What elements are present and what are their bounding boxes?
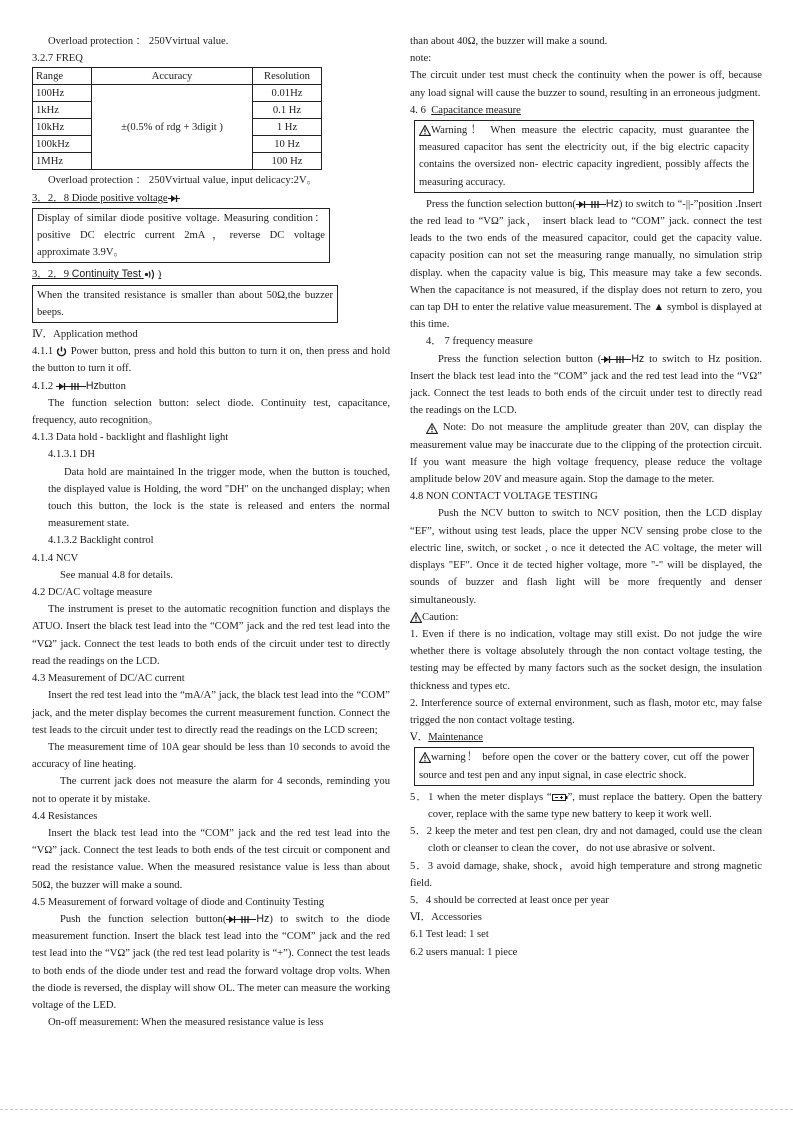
section-4-6-title [410, 102, 762, 119]
maintenance-item-1 [410, 789, 762, 823]
section-4-1-3-1-text: Data hold are maintained In the trigger mode, when the button is touched, the displayed value is Holding, the word "DH" on the unchanged display; when touch this button, the lock is the state is released and enters the normal measurement state. [48, 466, 390, 530]
section-4-7: 4． 7 frequency measure [426, 336, 533, 348]
warning-icon [426, 423, 438, 434]
note-label: note: [410, 53, 432, 65]
col-range: Range [33, 68, 92, 85]
section-text: Power button, press and hold this button to turn it on, then press and hold the button to turn it off. [32, 346, 390, 375]
buzzer-icon [144, 269, 158, 280]
section-4-7-note [410, 419, 762, 488]
section-4-1-2-text: The function selection button: select diode. Continuity test, capacitance, frequency, auto recognition。 [32, 397, 390, 427]
hz-label: Hz [631, 352, 645, 365]
warning-icon [419, 125, 431, 136]
range-cell: 100kHz [33, 136, 92, 153]
text-part: ) to switch to [618, 198, 675, 210]
section-4-5-text-onoff: On-off measurement: When the measured resistance value is less [48, 1017, 324, 1029]
maintenance-title [410, 729, 762, 746]
capacitance-warning-box [414, 120, 754, 193]
range-cell: 100Hz [33, 85, 92, 102]
maintenance-item-2: 5．2 keep the meter and test pen clean, dry and not damaged, could use the clean cloth or cleanser to clean the cover，do not use abrasive or solvent. [410, 826, 762, 855]
range-cell: 10kHz [33, 119, 92, 136]
section-4-4: 4.4 Resistances [32, 810, 98, 822]
diode-info-box: Display of similar diode positive voltage. Measuring condition：positive DC electric current 2mA，reverse DC voltage approximate 3.9V。 [32, 208, 330, 264]
freq-title: 3.2.7 FREQ [32, 53, 83, 65]
continuity-info-box: When the transited resistance is smaller than about 50Ω,the buzzer beeps. [32, 285, 338, 323]
section-4-3-text-3: The current jack does not measure the alarm for 4 seconds, reminding you not to operate it by mistake. [32, 776, 390, 805]
maintenance-item-4: 5．4 should be corrected at least once per year [410, 894, 609, 906]
section-number: Ⅴ． [410, 732, 429, 744]
section-4-5: 4.5 Measurement of forward voltage of diode and Continuity Testing [32, 896, 325, 908]
section-4-1-4: 4.1.4 NCV [32, 552, 79, 564]
col-accuracy: Accuracy [92, 68, 253, 85]
resolution-cell: 100 Hz [253, 153, 322, 170]
section-4-3-text-1: Insert the red test lead into the “mA/A” jack, the black test lead into the “COM” jack, and the meter display becomes the current measurement function. Connect the test leads to the circuit under test to directly read the readings on the LCD screen; [32, 690, 390, 736]
text-part: ”, must replace the battery. Open the battery cover, replace with the same type new battery to keep it work well. [428, 791, 762, 820]
section-4-3-text-2: The measurement time of 10A gear should be less than 10 seconds to avoid the accuracy of line heating. [32, 741, 390, 771]
section-4-5-text [32, 911, 390, 1014]
section-4-8-text: Push the NCV button to switch to NCV position, then the LCD display “EF”, without using test leads, place the upper NCV sensing probe close to the electric line, switch, or socket , o nce it detected the AC voltage, the meter will displays "EF". Once it de tected higher voltage, more "-" will be displayed, the sounds of buzzer and flash light will be more frequently and denser simultaneously. [410, 508, 762, 606]
caution-text: Caution: [422, 611, 459, 623]
power-icon [56, 346, 67, 357]
text-part: Press the function selection button ( [438, 353, 602, 365]
diode-capacitor-icon [56, 382, 86, 391]
range-cell: 1kHz [33, 102, 92, 119]
continuity-text-cont: than about 40Ω, the buzzer will make a sound. [410, 36, 608, 47]
section-4-4-text: Insert the black test lead into the “COM” jack and the red test lead into the “VΩ” jack. Connect the test leads to both ends of the test circuit or component and read the resistance value. When the measured resistance value is less than about 50Ω, the buzzer will make a sound. [32, 827, 390, 891]
text-part: 5．1 when the meter displays “ [410, 791, 552, 803]
caution-icon [410, 612, 422, 623]
section-4-6-text [410, 196, 762, 334]
section-number: 4. 6 [410, 104, 426, 116]
section-4-1-3-2: 4.1.3.2 Backlight control [48, 535, 154, 547]
warning-text: Warning！ When measure the electric capacity, must guarantee the measured capacitor has sent the electricity out, if the big electric capacity contains the oversized non- electric capacity ingredient, possibly affects the measuring accuracy. [419, 125, 749, 188]
caution-item-2: 2. Interference source of external environment, such as flash, motor etc, may false trigged the non contact voltage testing. [410, 697, 762, 726]
resolution-cell: 0.01Hz [253, 85, 322, 102]
continuity-title-text: Continuity Test [71, 268, 142, 281]
accessory-item-1: 6.1 Test lead: 1 set [410, 929, 489, 941]
overload-protection-2: Overload protection ： 250Vvirtual value, input delicacy:2V。 [48, 175, 318, 187]
section-title: Maintenance [428, 732, 483, 744]
hz-label: Hz [85, 379, 99, 392]
caution-item-1: 1. Even if there is no indication, voltage may still exist. Do not judge the wire whether there is voltage absolutely through the non contact voltage testing, the testing may be effected by many factors such as the socket design, the insulation thickness and types etc. [410, 628, 762, 692]
capacitor-symbol: “-||-” [677, 198, 699, 210]
text-part: Press the function selection button( [426, 198, 576, 210]
diode-icon [168, 194, 180, 203]
section-4-8: 4.8 NON CONTACT VOLTAGE TESTING [410, 491, 598, 503]
section-4-1-3-1: 4.1.3.1 DH [48, 449, 96, 461]
section-4-1-1 [32, 343, 390, 377]
section-4-1-2 [32, 378, 390, 395]
application-title: Ⅳ．Application method [32, 329, 138, 341]
text-part: position .Insert the red lead to “VΩ” jack， insert black lead to “COM” jack. connect the test leads to the two ends of the measured capacitor, could get the capacity value. capacity position can not set the measuring range manually, no simulation strip display. when the capacity value is big, This measure may take a few seconds. When the capacitance is not measured, if the display does not return to zero, you can tap DH to enter the relative value measurement. The ▲ symbol is displayed at this time. [410, 198, 762, 331]
maintenance-item-3: 5．3 avoid damage, shake, shock，avoid high temperature and strong magnetic field. [410, 860, 762, 889]
left-column [32, 33, 390, 1031]
section-number: 4.1.2 [32, 380, 54, 392]
section-number: 4.1.1 [32, 346, 54, 358]
table-row [33, 85, 322, 102]
warning-text: warning！ before open the cover or the battery cover, cut off the power source and test pen and any input signal, in case electric shock. [419, 752, 749, 781]
warning-icon [419, 752, 431, 763]
continuity-title-prefix: 3．2．9 [32, 269, 72, 281]
continuity-section-title: 3．2．9 Continuity Test ) [32, 268, 162, 281]
section-4-2: 4.2 DC/AC voltage measure [32, 587, 153, 599]
text-part: ) to switch to the diode measurement function. Insert the black test lead into the “COM” jack and the red test lead into the “VΩ” jack (the red test lead polarity is “+”). Connect the test leads to both ends of the diode under test and read the forward voltage drop volts. When the diode is reversed, the display will show OL. The meter can measure the working voltage of the LED. [32, 913, 391, 1011]
diode-section-title [32, 190, 390, 207]
battery-icon [552, 793, 568, 802]
text-part: Push the function selection button( [60, 913, 227, 925]
overload-protection-1: Overload protection ： 250Vvirtual value. [48, 36, 229, 47]
right-column [410, 33, 762, 961]
caution-label [410, 609, 762, 626]
section-4-2-text: The instrument is preset to the automatic recognition function and displays the ATUO. Insert the black test lead into the “COM” jack and the red test lead into the “VΩ” jack. Connect the test leads to both ends of the circuit under test to directly read the readings on the LCD. [32, 604, 390, 667]
accuracy-cell: ±(0.5% of rdg + 3digit ) [92, 85, 253, 170]
note-text: Note: Do not measure the amplitude greater than 20V, can display the measurement value may be inaccurate due to the clipping of the protection circuit. If you want measure the high voltage frequency, please reduce the voltage amplitude below 20V and measure again. Stop the damage to the meter. [410, 422, 763, 486]
range-cell: 1MHz [33, 153, 92, 170]
button-suffix: button [98, 380, 126, 392]
hz-label: Hz [256, 912, 270, 925]
section-4-1-3: 4.1.3 Data hold - backlight and flashlight light [32, 432, 229, 444]
accessory-item-2: 6.2 users manual: 1 piece [410, 946, 518, 958]
maintenance-warning-box [414, 747, 754, 785]
section-4-7-text [410, 351, 762, 420]
accessories-title: Ⅵ．Accessories [410, 912, 482, 924]
freq-table-header [33, 68, 322, 85]
resolution-cell: 10 Hz [253, 136, 322, 153]
diode-capacitor-icon [601, 355, 631, 364]
diode-capacitor-icon [576, 200, 606, 209]
section-4-1-4-text: See manual 4.8 for details. [60, 569, 173, 581]
diode-title-text: 3．2．8 Diode positive voltage [32, 192, 168, 204]
section-4-3: 4.3 Measurement of DC/AC current [32, 673, 185, 685]
freq-table [32, 67, 322, 170]
resolution-cell: 0.1 Hz [253, 102, 322, 119]
resolution-cell: 1 Hz [253, 119, 322, 136]
hz-label: Hz [605, 197, 619, 210]
col-resolution: Resolution [253, 68, 322, 85]
section-title: Capacitance measure [431, 104, 521, 116]
scan-edge-line [0, 1109, 793, 1110]
text-part: to switch to Hz position. Insert the black test lead into the “COM” jack and the red test lead into the “VΩ” jack. Connect the test leads to both ends of the circuit under test to directly read the readings on the LCD. [410, 353, 762, 417]
note-text: The circuit under test must check the continuity when the power is off, because any load signal will cause the buzzer to sound, resulting in an erroneous judgment. [410, 70, 762, 99]
diode-capacitor-icon [226, 915, 256, 924]
